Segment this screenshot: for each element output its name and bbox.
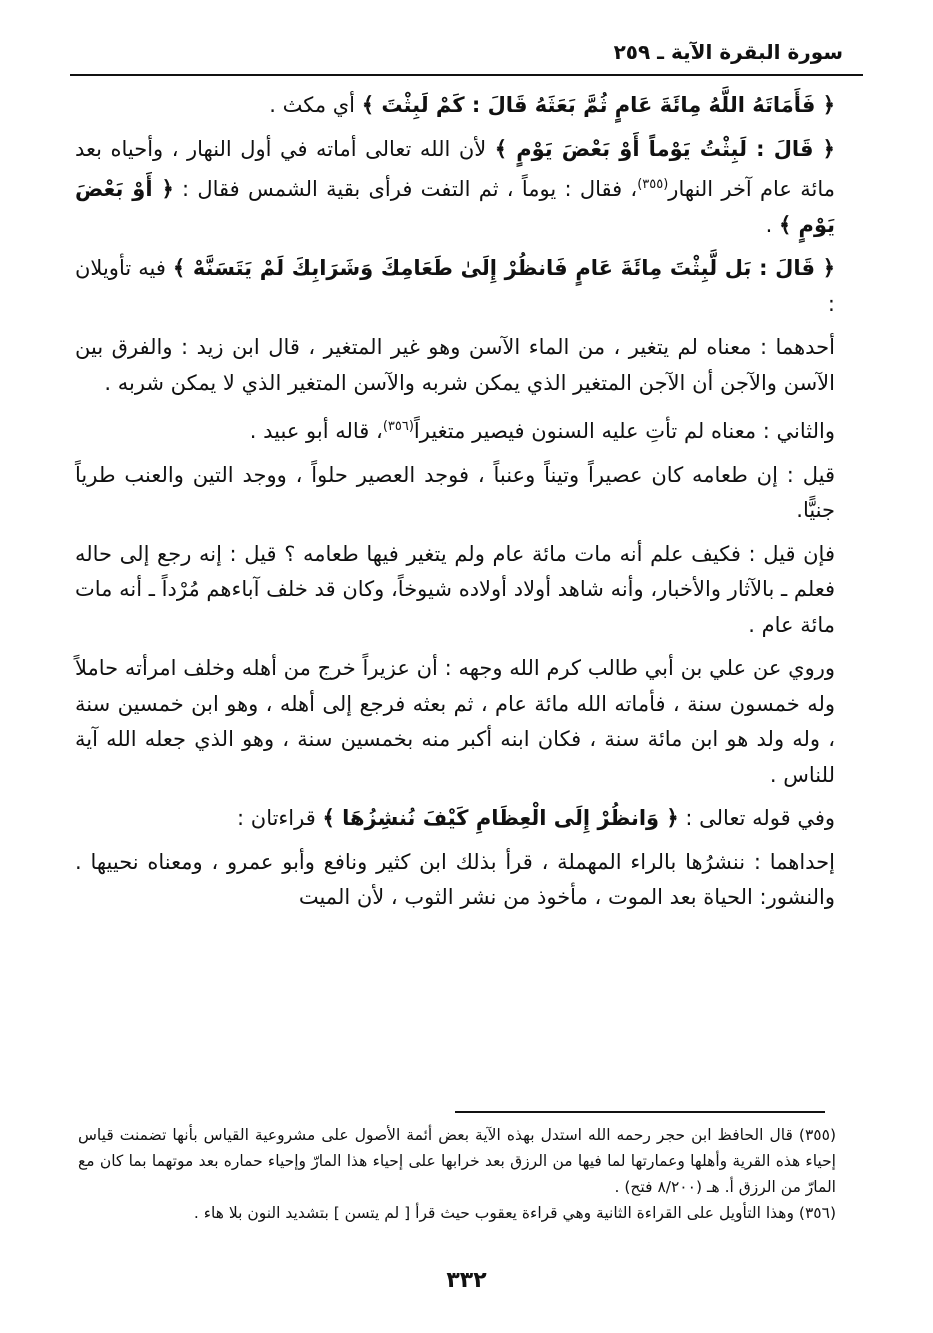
paragraph-gap: [75, 322, 835, 330]
footnote-reference: (٣٥٥): [637, 177, 669, 192]
text-segment: إحداهما : ننشرُها بالراء المهملة ، قرأ بذلك ابن كثير ونافع وأبو عمرو ، ومعناه نحييها . والنشور: الحياة بعد الموت ، مأخوذ من نشر الثوب ، لأن الميت: [75, 849, 835, 909]
text-segment: وروي عن علي بن أبي طالب كرم الله وجهه : أن عزيراً خرج من أهله وخلف امرأته حاملاً وله خمسون سنة ، فأماته الله مائة عام ، ثم بعثه فرجع إلى أهله ، وهو ابن خمسين سنة ، وله ولد هو ابن مائة سنة ، فكان ابنه أكبر منه بخمسين سنة ، وهو الذي جعله الله آية للناس .: [75, 656, 835, 787]
paragraph-p9: [75, 801, 835, 837]
running-header: سورة البقرة الآية ـ ٢٥٩: [613, 40, 843, 64]
header-rule: [70, 74, 863, 76]
text-segment: وفي قوله تعالى :: [678, 806, 835, 830]
paragraph-p5: [75, 409, 835, 450]
text-segment: ، قاله أبو عبيد .: [249, 419, 383, 443]
text-segment: أي مكث .: [269, 93, 362, 117]
text-segment: ، فقال : يوماً ، ثم التفت فرأى بقية الشمس فقال :: [173, 177, 638, 201]
paragraph-gap: [75, 243, 835, 251]
paragraph-p4: [75, 330, 835, 401]
paragraph-gap: [75, 793, 835, 801]
paragraph-p8: [75, 651, 835, 793]
paragraph-gap: [75, 401, 835, 409]
footnotes: [78, 1122, 836, 1226]
paragraph-p1: [75, 88, 835, 124]
paragraph-gap: [75, 124, 835, 132]
footnote-355: (٣٥٥) قال الحافظ ابن حجر رحمه الله استدل بهذه الآية بعض أئمة الأصول على مشروعية القياس بأنها تضمنت قياس إحياء هذه القرية وأهلها وعمارتها لما فيها من الرزق بعد خرابها على إحياء هذا المارّ وإحياء حماره بعد موتهما بما كان مع المارّ من الرزق أ. هـ (٨/٢٠٠ فتح) .: [78, 1126, 836, 1196]
text-segment: قيل : إن طعامه كان عصيراً وتيناً وعنباً ، فوجد العصير حلواً ، ووجد التين والعنب طرياً جنيًّا.: [75, 462, 835, 522]
text-segment: والثاني : معناه لم تأتِ عليه السنون فيصير متغيراً: [413, 419, 835, 443]
footnote-356: (٣٥٦) وهذا التأويل على القراءة الثانية وهي قراءة يعقوب حيث قرأ [ لم يتسن ] بتشديد النون بلا هاء .: [193, 1204, 836, 1222]
quran-verse: ﴿ قَالَ : لَبِثْتُ يَوْماً أَوْ بَعْضَ يَوْمٍ ﴾: [494, 136, 835, 161]
footnote-rule: [455, 1111, 825, 1113]
paragraph-p10: [75, 845, 835, 916]
quran-verse: ﴿ فَأَمَاتَهُ اللَّهُ مِائَةَ عَامٍ ثُمَّ بَعَثَهُ قَالَ : كَمْ لَبِثْتَ ﴾: [361, 93, 835, 117]
paragraph-gap: [75, 529, 835, 537]
footnote-reference: (٣٥٦): [382, 419, 414, 434]
main-text: [75, 88, 835, 916]
paragraph-gap: [75, 643, 835, 651]
paragraph-p3: [75, 251, 835, 322]
text-segment: .: [765, 212, 779, 237]
quran-verse: ﴿ أَوْ بَعْضَ يَوْمٍ ﴾: [75, 177, 835, 237]
paragraph-p2: [75, 132, 835, 244]
text-segment: فإن قيل : فكيف علم أنه مات مائة عام ولم يتغير فيها طعامه ؟ قيل : إنه رجع إلى حاله فعلم ـ بالآثار والأخبار، وأنه شاهد أولاد أولاده شيوخاً، وكان قد خلف آباءهم مُرْداً ـ أنه مات مائة عام .: [75, 541, 835, 637]
paragraph-gap: [75, 837, 835, 845]
text-segment: قراءتان :: [237, 806, 323, 830]
quran-verse: ﴿ قَالَ : بَل لَّبِثْتَ مِائَةَ عَامٍ فَانظُرْ إِلَىٰ طَعَامِكَ وَشَرَابِكَ لَمْ يَتَسَنَّهْ ﴾: [172, 256, 836, 280]
paragraph-p6: [75, 458, 835, 529]
text-segment: أحدهما : معناه لم يتغير ، من الماء الآسن وهو غير المتغير ، قال ابن زيد : والفرق بين الآسن والآجن أن الآجن المتغير الذي يمكن شربه والآسن المتغير الذي لا يمكن شربه .: [75, 335, 835, 395]
text-segment: فيه تأويلان :: [75, 256, 835, 316]
paragraph-p7: [75, 537, 835, 644]
quran-verse: ﴿ وَانظُرْ إِلَى الْعِظَامِ كَيْفَ نُنشِزُهَا ﴾: [322, 806, 679, 830]
page-number: ٣٣٢: [446, 1268, 487, 1293]
paragraph-gap: [75, 450, 835, 458]
text-segment: لأن الله تعالى أماته في أول النهار ، وأحياه بعد مائة عام آخر النهار: [75, 136, 835, 201]
